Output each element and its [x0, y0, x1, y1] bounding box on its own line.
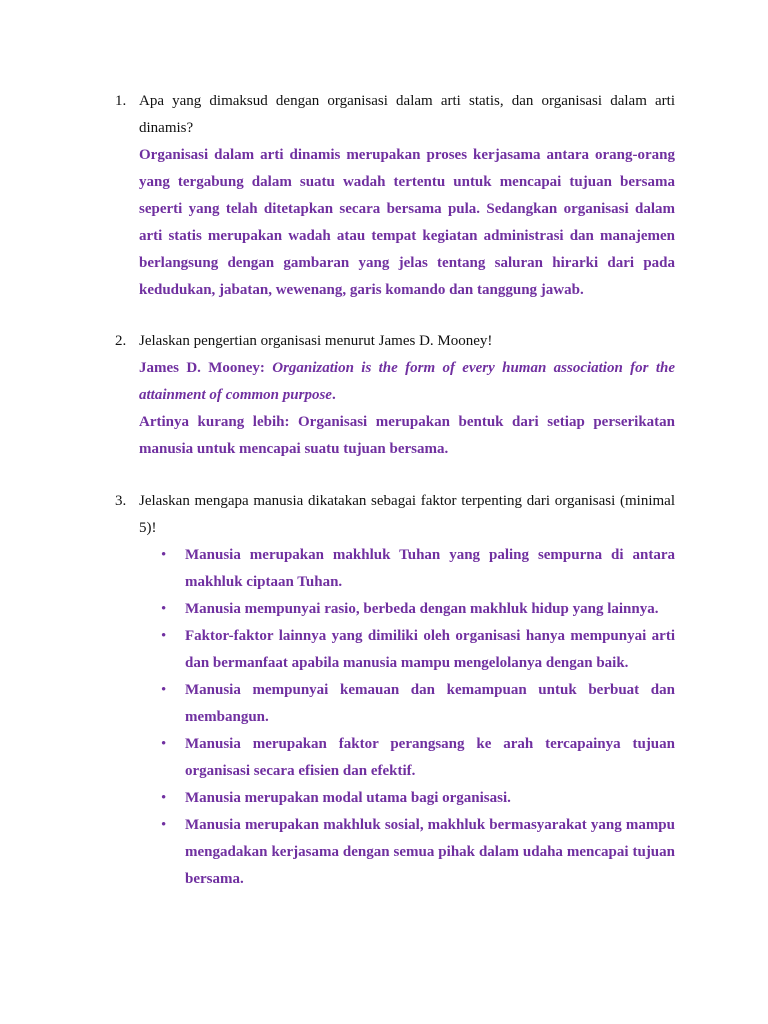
bullet-icon: • — [161, 547, 167, 563]
answer-translation: Artinya kurang lebih: Organisasi merupakan bentuk dari setiap perserikatan manusia untuk mencapai suatu tujuan bersama. — [139, 414, 675, 457]
list-item: • Manusia mempunyai kemauan dan kemampuan untuk berbuat dan membangun. — [139, 677, 675, 731]
bullet-list — [139, 542, 675, 893]
bullet-icon: • — [161, 601, 167, 617]
question-text: Apa yang dimaksud dengan organisasi dalam arti statis, dan organisasi dalam arti dinamis? — [139, 93, 675, 136]
answer-author: James D. Mooney: — [139, 360, 265, 376]
list-item: • Manusia merupakan faktor perangsang ke arah tercapainya tujuan organisasi secara efisien dan efektif. — [139, 731, 675, 785]
answer-quote: Organization is the form of every human association for the attainment of common purpose — [139, 360, 675, 403]
question-text: Jelaskan mengapa manusia dikatakan sebagai faktor terpenting dari organisasi (minimal 5)! — [139, 493, 675, 536]
list-item: • Manusia merupakan makhluk sosial, makhluk bermasyarakat yang mampu mengadakan kerjasama dengan semua pihak dalam udaha mencapai tujuan bersama. — [139, 812, 675, 893]
list-item: • Manusia merupakan makhluk Tuhan yang paling sempurna di antara makhluk ciptaan Tuhan. — [139, 542, 675, 596]
list-item: • Faktor-faktor lainnya yang dimiliki oleh organisasi hanya mempunyai arti dan bermanfaat apabila manusia mampu mengelolanya dengan baik. — [139, 623, 675, 677]
bullet-icon: • — [161, 682, 167, 698]
list-item: • Manusia merupakan modal utama bagi organisasi. — [139, 785, 675, 812]
bullet-icon: • — [161, 790, 167, 806]
bullet-icon: • — [161, 628, 167, 644]
list-item: • Manusia mempunyai rasio, berbeda dengan makhluk hidup yang lainnya. — [139, 596, 675, 623]
question-number: 2. — [115, 333, 127, 349]
answer-quote-paragraph — [139, 355, 675, 409]
bullet-icon: • — [161, 736, 167, 752]
question-number: 1. — [115, 93, 127, 109]
question-number: 3. — [115, 493, 127, 509]
answer-quote-end: . — [331, 387, 336, 403]
question-text: Jelaskan pengertian organisasi menurut James D. Mooney! — [139, 333, 493, 349]
answer-text: Organisasi dalam arti dinamis merupakan proses kerjasama antara orang-orang yang tergabung dalam suatu wadah tertentu untuk mencapai tujuan bersama seperti yang telah ditetapkan secara bersama pula. Sedangkan organisasi dalam arti statis merupakan wadah atau tempat kegiatan administrasi dan manajemen berlangsung dengan gambaran yang jelas tentang saluran hirarki dari pada kedudukan, jabatan, wewenang, garis komando dan tanggung jawab. — [139, 147, 675, 298]
bullet-icon: • — [161, 817, 167, 833]
